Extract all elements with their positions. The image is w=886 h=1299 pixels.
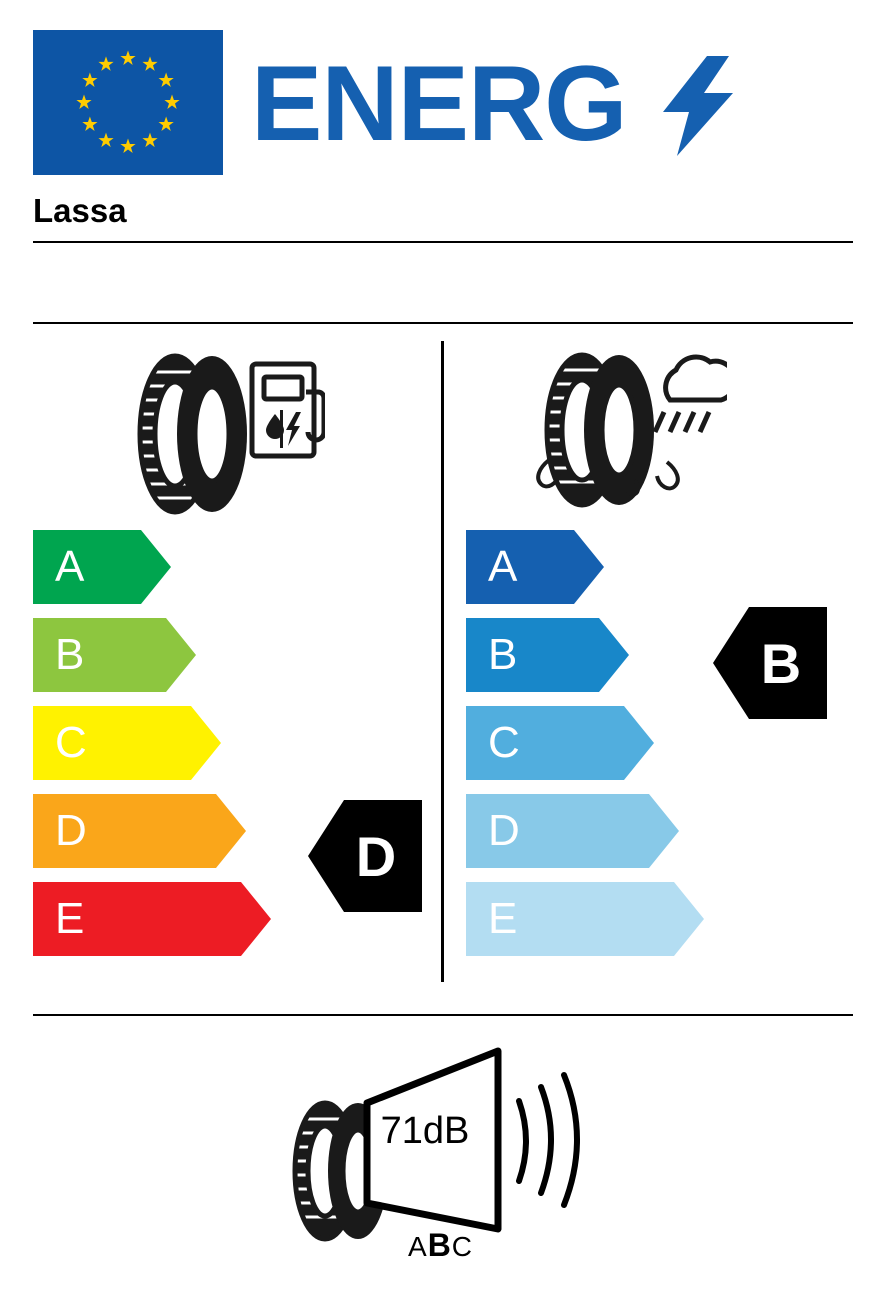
noise-value: 71dB bbox=[380, 1110, 470, 1152]
noise-class-indicator bbox=[408, 1227, 473, 1264]
divider-noise bbox=[33, 1014, 853, 1016]
noise-class-a: A bbox=[408, 1231, 428, 1262]
eu-stars-icon bbox=[33, 30, 223, 175]
grade-arrow-shape bbox=[33, 530, 171, 604]
wet-grade-label-c: C bbox=[488, 718, 520, 767]
fuel-grade-label-d: D bbox=[55, 806, 87, 855]
brand-name: Lassa bbox=[33, 192, 127, 229]
wet-grade-label-a: A bbox=[488, 542, 518, 591]
tyre-fuel-pump-icon bbox=[120, 352, 325, 522]
wet-grade-label-d: D bbox=[488, 806, 520, 855]
divider-top bbox=[33, 241, 853, 243]
fuel-grade-label-e: E bbox=[55, 894, 85, 943]
wet-grade-label-e: E bbox=[488, 894, 518, 943]
fuel-selected-badge bbox=[308, 800, 422, 912]
wet-selected-badge bbox=[713, 607, 827, 719]
tyre-rain-cloud-icon bbox=[527, 352, 727, 522]
energy-bolt-icon bbox=[663, 56, 738, 161]
eu-flag-icon bbox=[33, 30, 223, 175]
grade-arrow-shape bbox=[466, 530, 604, 604]
noise-class-c: C bbox=[451, 1231, 474, 1262]
noise-class-selected: B bbox=[427, 1227, 452, 1263]
label-header bbox=[33, 30, 853, 175]
energy-wordmark: ENERG bbox=[251, 43, 627, 163]
divider-vertical bbox=[441, 341, 444, 982]
divider-second bbox=[33, 322, 853, 324]
fuel-selected-grade: D bbox=[355, 824, 397, 888]
fuel-grade-label-c: C bbox=[55, 718, 87, 767]
fuel-grade-label-b: B bbox=[55, 630, 85, 679]
fuel-grade-label-a: A bbox=[55, 542, 85, 591]
wet-selected-grade: B bbox=[760, 631, 802, 695]
wet-grade-label-b: B bbox=[488, 630, 518, 679]
